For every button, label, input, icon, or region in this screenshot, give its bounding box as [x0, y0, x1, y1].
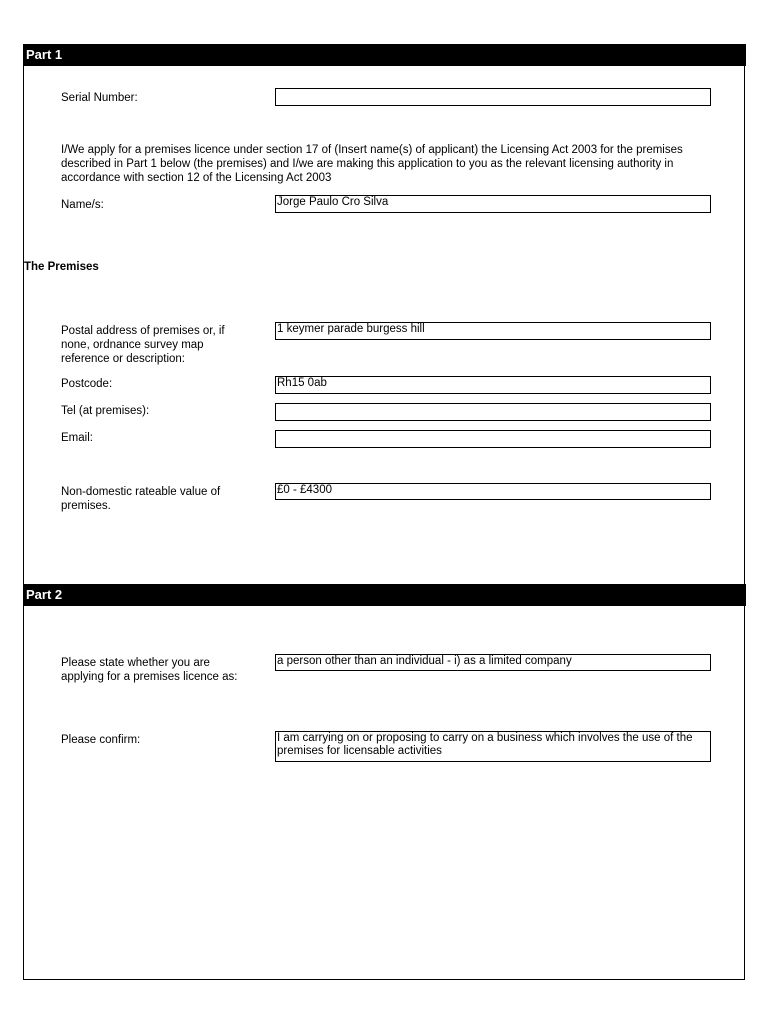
applying-as-field[interactable]: a person other than an individual - i) as a limited company [275, 654, 711, 671]
postcode-label: Postcode: [61, 378, 113, 390]
rateable-value-field[interactable]: £0 - £4300 [275, 483, 711, 500]
confirm-field[interactable]: I am carrying on or proposing to carry on a business which involves the use of the premises for licensable activities [275, 731, 711, 762]
confirm-label: Please confirm: [61, 734, 141, 746]
applying-as-label: Please state whether you are applying for a premises licence as: [61, 657, 238, 683]
postal-address-label: Postal address of premises or, if none, ordnance survey map reference or description: [61, 325, 225, 365]
tel-label: Tel (at premises): [61, 405, 150, 417]
application-statement: I/We apply for a premises licence under section 17 of (Insert name(s) of applicant) the Licensing Act 2003 for the premises described in Part 1 below (the premises) and I/we are making this application to you as the relevant licensing authority in accordance with section 12 of the Licensing Act 2003 [61, 144, 683, 184]
postal-address-field[interactable]: 1 keymer parade burgess hill [275, 322, 711, 340]
serial-number-field[interactable] [275, 88, 711, 106]
tel-field[interactable] [275, 403, 711, 421]
rateable-value-label: Non-domestic rateable value of premises. [61, 486, 221, 512]
email-field[interactable] [275, 430, 711, 448]
names-label: Name/s: [61, 199, 104, 211]
email-label: Email: [61, 432, 93, 444]
postcode-field[interactable]: Rh15 0ab [275, 376, 711, 394]
names-field[interactable]: Jorge Paulo Cro Silva [275, 195, 711, 213]
part-2-header: Part 2 [23, 584, 746, 606]
serial-number-label: Serial Number: [61, 92, 138, 104]
part-1-header: Part 1 [23, 44, 746, 66]
premises-heading: The Premises [24, 261, 99, 273]
